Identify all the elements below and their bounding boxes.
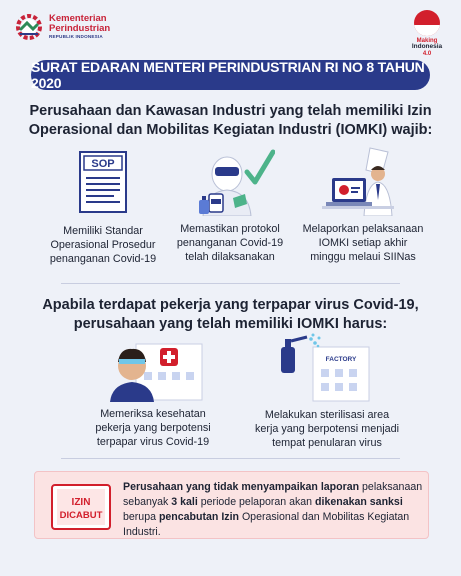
- page-title: SURAT EDARAN MENTERI PERINDUSTRIAN RI NO 8 TAHUN 2020: [31, 59, 425, 91]
- intro-line2: Operasional dan Mobilitas Kegiatan Industri (IOMKI) wajib:: [28, 122, 433, 138]
- title-banner: [31, 60, 430, 90]
- sub-line2: perusahaan yang telah memiliki IOMKI harus:: [73, 316, 388, 332]
- logo-line1: Kementerian: [49, 13, 107, 25]
- svg-text:DICABUT: DICABUT: [59, 510, 103, 521]
- health-worker-checkmark-icon: [185, 144, 275, 216]
- badge-line3: 4.0: [422, 50, 432, 57]
- intro-heading: [20, 102, 441, 140]
- gear-logo-icon: [14, 12, 44, 42]
- svg-text:SOP: SOP: [91, 158, 115, 170]
- sanction-warning-text: Perusahaan yang tidak menyampaikan laporan pelaksanaan sebanyak 3 kali periode pelaporan akan dikenakan sanksi berupa pencabutan Izin Operasional dan Mobilitas Kegiatan Industri.: [123, 481, 423, 538]
- logo-line2: Perindustrian: [49, 22, 111, 34]
- worker-laptop-report-icon: [318, 144, 408, 216]
- sop-document-icon: [68, 146, 138, 216]
- making-indonesia-icon: [414, 10, 440, 36]
- sanction-warning-box: [34, 471, 429, 539]
- obligation-protocol: [165, 144, 295, 264]
- obligation-sop: [38, 146, 168, 266]
- making-indonesia-badge: [407, 10, 447, 57]
- permit-revoked-stamp-icon: [49, 483, 113, 531]
- divider: [61, 458, 400, 459]
- sub-heading: [20, 296, 441, 334]
- action-medical-check: [68, 334, 238, 449]
- sick-worker-hospital-icon: [98, 334, 208, 402]
- divider: [61, 283, 400, 284]
- obligation-report-caption: Melaporkan pelaksanaan IOMKI setiap akhir minggu melaui SIINas: [302, 223, 424, 263]
- action-sterilization: [242, 333, 412, 450]
- disinfect-factory-icon: [277, 333, 377, 403]
- ministry-logo: [14, 12, 110, 42]
- action-medical-caption: Memeriksa kesehatan pekerja yang berpotensi terpapar virus Covid-19: [95, 408, 211, 448]
- sub-line1: Apabila terdapat pekerja yang terpapar virus Covid-19,: [42, 297, 419, 313]
- obligation-protocol-caption: Memastikan protokol penanganan Covid-19 telah dilaksanakan: [176, 223, 284, 263]
- obligation-report: [293, 144, 433, 264]
- obligation-sop-caption: Memiliki Standar Operasional Prosedur penanganan Covid-19: [49, 225, 157, 265]
- logo-line3: REPUBLIK INDONESIA: [49, 34, 103, 40]
- action-sterilization-caption: Melakukan sterilisasi area kerja yang berpotensi menjadi tempat penularan virus: [254, 409, 400, 449]
- badge-line2: Indonesia: [411, 43, 443, 50]
- svg-text:IZIN: IZIN: [71, 497, 91, 508]
- badge-line1: Making: [416, 38, 438, 44]
- intro-line1: Perusahaan dan Kawasan Industri yang telah memiliki Izin: [29, 103, 432, 119]
- svg-text:FACTORY: FACTORY: [325, 356, 357, 363]
